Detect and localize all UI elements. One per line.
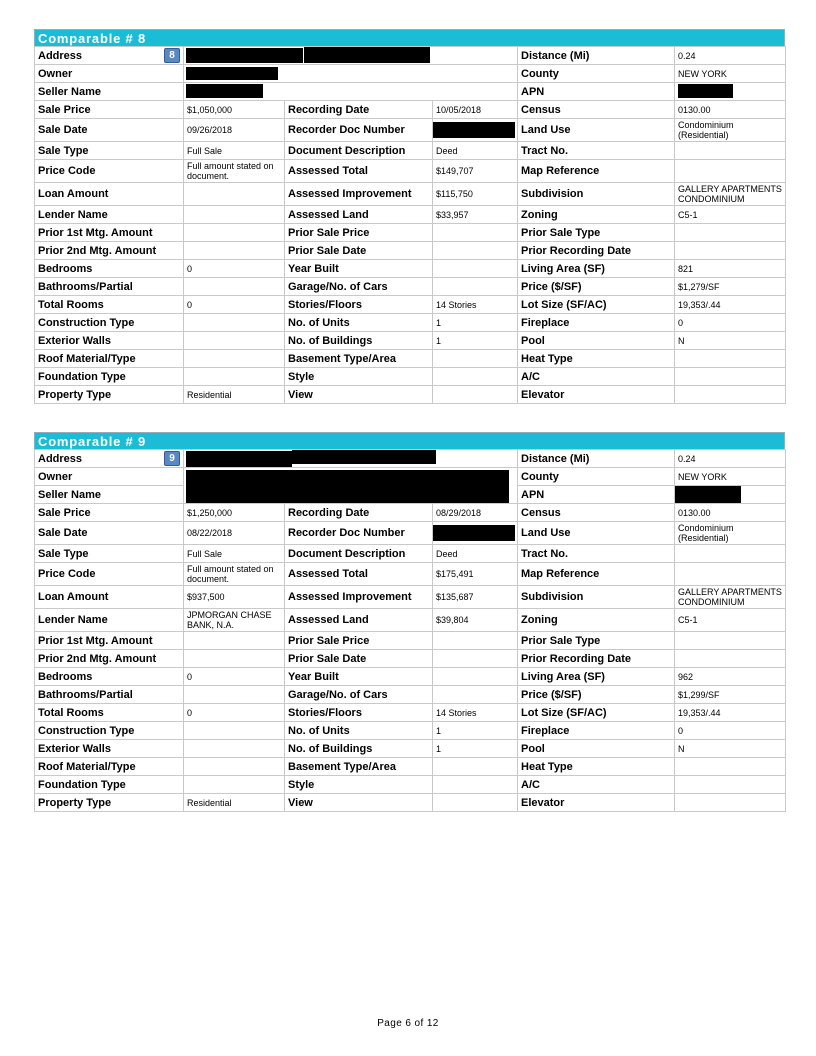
table-row	[35, 722, 786, 740]
price-sf-value: $1,299/SF	[675, 686, 786, 704]
no-of-buildings-value: 1	[433, 332, 518, 350]
assessed-improvement-label: Assessed Improvement	[285, 183, 433, 206]
map-pin-icon[interactable]: 9	[164, 451, 180, 466]
distance-label: Distance (Mi)	[518, 450, 675, 468]
owner-label: Owner	[35, 468, 184, 486]
owner-value	[184, 65, 518, 83]
recording-date-label: Recording Date	[285, 504, 433, 522]
recorder-doc-number-label: Recorder Doc Number	[285, 119, 433, 142]
prior-1st-mtg-amount-label: Prior 1st Mtg. Amount	[35, 632, 184, 650]
document-description-label: Document Description	[285, 545, 433, 563]
table-row	[35, 776, 786, 794]
prior-recording-date-value	[675, 650, 786, 668]
table-row	[35, 758, 786, 776]
living-area-sf-label: Living Area (SF)	[518, 668, 675, 686]
table-row	[35, 278, 786, 296]
distance-value: 0.24	[675, 47, 786, 65]
apn-value	[675, 83, 786, 101]
property-type-value: Residential	[184, 794, 285, 812]
price-code-value: Full amount stated on document.	[184, 160, 285, 183]
property-type-label: Property Type	[35, 794, 184, 812]
document-description-label: Document Description	[285, 142, 433, 160]
elevator-label: Elevator	[518, 794, 675, 812]
table-row	[35, 386, 786, 404]
lot-size-sf-ac-label: Lot Size (SF/AC)	[518, 704, 675, 722]
no-of-units-value: 1	[433, 314, 518, 332]
recording-date-value: 10/05/2018	[433, 101, 518, 119]
style-label: Style	[285, 368, 433, 386]
county-label: County	[518, 65, 675, 83]
redaction-block	[186, 84, 263, 98]
owner-label: Owner	[35, 65, 184, 83]
view-value	[433, 386, 518, 404]
sale-type-value: Full Sale	[184, 545, 285, 563]
subdivision-value: GALLERY APARTMENTS CONDOMINIUM	[675, 183, 786, 206]
assessed-total-label: Assessed Total	[285, 563, 433, 586]
bathrooms-partial-label: Bathrooms/Partial	[35, 686, 184, 704]
stories-floors-value: 14 Stories	[433, 704, 518, 722]
redaction-block	[675, 486, 742, 504]
subdivision-label: Subdivision	[518, 586, 675, 609]
price-code-label: Price Code	[35, 160, 184, 183]
no-of-units-label: No. of Units	[285, 722, 433, 740]
bedrooms-label: Bedrooms	[35, 260, 184, 278]
pool-value: N	[675, 332, 786, 350]
fireplace-label: Fireplace	[518, 722, 675, 740]
county-value: NEW YORK	[675, 468, 786, 486]
redaction-block	[433, 122, 516, 138]
roof-material-type-value	[184, 758, 285, 776]
sale-type-label: Sale Type	[35, 545, 184, 563]
prior-sale-price-value	[433, 632, 518, 650]
bathrooms-partial-label: Bathrooms/Partial	[35, 278, 184, 296]
basement-type-area-value	[433, 758, 518, 776]
land-use-value: Condominium (Residential)	[675, 522, 786, 545]
comparable-table	[34, 449, 786, 812]
detail-rows	[35, 504, 786, 812]
foundation-type-value	[184, 368, 285, 386]
table-row	[35, 522, 786, 545]
sale-type-value: Full Sale	[184, 142, 285, 160]
tract-no-label: Tract No.	[518, 142, 675, 160]
table-row	[35, 183, 786, 206]
loan-amount-value	[184, 183, 285, 206]
no-of-buildings-label: No. of Buildings	[285, 740, 433, 758]
county-label: County	[518, 468, 675, 486]
table-row	[35, 142, 786, 160]
lender-name-value: JPMORGAN CHASE BANK, N.A.	[184, 609, 285, 632]
table-row	[35, 260, 786, 278]
assessed-land-value: $39,804	[433, 609, 518, 632]
living-area-sf-label: Living Area (SF)	[518, 260, 675, 278]
comparable-table	[34, 46, 786, 404]
year-built-value	[433, 260, 518, 278]
fireplace-label: Fireplace	[518, 314, 675, 332]
prior-2nd-mtg-amount-label: Prior 2nd Mtg. Amount	[35, 242, 184, 260]
prior-sale-type-value	[675, 224, 786, 242]
tract-no-label: Tract No.	[518, 545, 675, 563]
assessed-land-label: Assessed Land	[285, 609, 433, 632]
prior-1st-mtg-amount-value	[184, 632, 285, 650]
price-sf-label: Price ($/SF)	[518, 686, 675, 704]
sale-type-label: Sale Type	[35, 142, 184, 160]
no-of-buildings-label: No. of Buildings	[285, 332, 433, 350]
foundation-type-label: Foundation Type	[35, 368, 184, 386]
bedrooms-label: Bedrooms	[35, 668, 184, 686]
a-c-value	[675, 368, 786, 386]
basement-type-area-label: Basement Type/Area	[285, 350, 433, 368]
sale-price-value: $1,250,000	[184, 504, 285, 522]
recorder-doc-number-label: Recorder Doc Number	[285, 522, 433, 545]
assessed-improvement-label: Assessed Improvement	[285, 586, 433, 609]
table-row	[35, 160, 786, 183]
redaction-block	[292, 450, 436, 464]
bathrooms-partial-value	[184, 278, 285, 296]
style-label: Style	[285, 776, 433, 794]
garage-no-of-cars-value	[433, 278, 518, 296]
property-type-value: Residential	[184, 386, 285, 404]
assessed-total-value: $175,491	[433, 563, 518, 586]
fireplace-value: 0	[675, 722, 786, 740]
view-label: View	[285, 794, 433, 812]
pool-value: N	[675, 740, 786, 758]
view-label: View	[285, 386, 433, 404]
prior-sale-date-value	[433, 242, 518, 260]
total-rooms-value: 0	[184, 296, 285, 314]
exterior-walls-label: Exterior Walls	[35, 740, 184, 758]
sale-price-value: $1,050,000	[184, 101, 285, 119]
prior-2nd-mtg-amount-value	[184, 650, 285, 668]
comparable-8	[34, 29, 785, 404]
prior-1st-mtg-amount-value	[184, 224, 285, 242]
living-area-sf-value: 821	[675, 260, 786, 278]
lot-size-sf-ac-value: 19,353/.44	[675, 704, 786, 722]
prior-sale-price-value	[433, 224, 518, 242]
table-row	[35, 794, 786, 812]
fireplace-value: 0	[675, 314, 786, 332]
address-label: Address 8	[35, 47, 184, 65]
foundation-type-value	[184, 776, 285, 794]
census-label: Census	[518, 504, 675, 522]
a-c-value	[675, 776, 786, 794]
a-c-label: A/C	[518, 368, 675, 386]
sale-date-value: 08/22/2018	[184, 522, 285, 545]
zoning-value: C5-1	[675, 609, 786, 632]
land-use-label: Land Use	[518, 119, 675, 142]
map-reference-value	[675, 563, 786, 586]
detail-rows	[35, 101, 786, 404]
tract-no-value	[675, 142, 786, 160]
style-value	[433, 368, 518, 386]
elevator-value	[675, 794, 786, 812]
living-area-sf-value: 962	[675, 668, 786, 686]
construction-type-value	[184, 722, 285, 740]
apn-value	[675, 486, 786, 504]
stories-floors-value: 14 Stories	[433, 296, 518, 314]
no-of-units-label: No. of Units	[285, 314, 433, 332]
table-row	[35, 332, 786, 350]
prior-2nd-mtg-amount-label: Prior 2nd Mtg. Amount	[35, 650, 184, 668]
prior-sale-date-value	[433, 650, 518, 668]
construction-type-label: Construction Type	[35, 722, 184, 740]
garage-no-of-cars-value	[433, 686, 518, 704]
roof-material-type-label: Roof Material/Type	[35, 350, 184, 368]
table-row	[35, 609, 786, 632]
seller-label: Seller Name	[35, 486, 184, 504]
table-row	[35, 586, 786, 609]
recording-date-label: Recording Date	[285, 101, 433, 119]
redaction-block	[186, 48, 303, 63]
table-row	[35, 101, 786, 119]
comparable-title: Comparable # 9	[34, 432, 785, 449]
property-type-label: Property Type	[35, 386, 184, 404]
document-description-value: Deed	[433, 142, 518, 160]
county-value: NEW YORK	[675, 65, 786, 83]
tract-no-value	[675, 545, 786, 563]
distance-label: Distance (Mi)	[518, 47, 675, 65]
owner-seller-value	[184, 468, 518, 504]
lot-size-sf-ac-value: 19,353/.44	[675, 296, 786, 314]
assessed-land-value: $33,957	[433, 206, 518, 224]
roof-material-type-value	[184, 350, 285, 368]
census-label: Census	[518, 101, 675, 119]
distance-value: 0.24	[675, 450, 786, 468]
sale-price-label: Sale Price	[35, 504, 184, 522]
prior-sale-type-value	[675, 632, 786, 650]
basement-type-area-value	[433, 350, 518, 368]
year-built-value	[433, 668, 518, 686]
prior-sale-type-label: Prior Sale Type	[518, 224, 675, 242]
exterior-walls-value	[184, 332, 285, 350]
total-rooms-label: Total Rooms	[35, 704, 184, 722]
roof-material-type-label: Roof Material/Type	[35, 758, 184, 776]
apn-label: APN	[518, 83, 675, 101]
redaction-block	[186, 470, 509, 504]
price-sf-value: $1,279/SF	[675, 278, 786, 296]
price-code-value: Full amount stated on document.	[184, 563, 285, 586]
garage-no-of-cars-label: Garage/No. of Cars	[285, 278, 433, 296]
seller-value	[184, 83, 518, 101]
lender-name-label: Lender Name	[35, 609, 184, 632]
subdivision-label: Subdivision	[518, 183, 675, 206]
prior-recording-date-label: Prior Recording Date	[518, 650, 675, 668]
basement-type-area-label: Basement Type/Area	[285, 758, 433, 776]
table-row	[35, 650, 786, 668]
heat-type-label: Heat Type	[518, 350, 675, 368]
recorder-doc-number-value	[433, 119, 518, 142]
assessed-total-value: $149,707	[433, 160, 518, 183]
land-use-value: Condominium (Residential)	[675, 119, 786, 142]
zoning-label: Zoning	[518, 206, 675, 224]
recorder-doc-number-value	[433, 522, 518, 545]
table-row	[35, 545, 786, 563]
table-row	[35, 242, 786, 260]
table-row	[35, 224, 786, 242]
table-row	[35, 314, 786, 332]
lot-size-sf-ac-label: Lot Size (SF/AC)	[518, 296, 675, 314]
assessed-total-label: Assessed Total	[285, 160, 433, 183]
table-row	[35, 632, 786, 650]
pool-label: Pool	[518, 740, 675, 758]
apn-label: APN	[518, 486, 675, 504]
table-row	[35, 350, 786, 368]
table-row	[35, 296, 786, 314]
prior-2nd-mtg-amount-value	[184, 242, 285, 260]
view-value	[433, 794, 518, 812]
assessed-land-label: Assessed Land	[285, 206, 433, 224]
loan-amount-label: Loan Amount	[35, 183, 184, 206]
heat-type-value	[675, 758, 786, 776]
construction-type-label: Construction Type	[35, 314, 184, 332]
prior-recording-date-value	[675, 242, 786, 260]
year-built-label: Year Built	[285, 668, 433, 686]
prior-recording-date-label: Prior Recording Date	[518, 242, 675, 260]
no-of-buildings-value: 1	[433, 740, 518, 758]
construction-type-value	[184, 314, 285, 332]
address-value	[184, 47, 518, 65]
seller-label: Seller Name	[35, 83, 184, 101]
prior-sale-date-label: Prior Sale Date	[285, 242, 433, 260]
exterior-walls-value	[184, 740, 285, 758]
table-row	[35, 206, 786, 224]
total-rooms-label: Total Rooms	[35, 296, 184, 314]
land-use-label: Land Use	[518, 522, 675, 545]
year-built-label: Year Built	[285, 260, 433, 278]
pool-label: Pool	[518, 332, 675, 350]
price-sf-label: Price ($/SF)	[518, 278, 675, 296]
exterior-walls-label: Exterior Walls	[35, 332, 184, 350]
redaction-block	[186, 451, 292, 468]
comparable-title: Comparable # 8	[34, 29, 785, 46]
price-code-label: Price Code	[35, 563, 184, 586]
prior-1st-mtg-amount-label: Prior 1st Mtg. Amount	[35, 224, 184, 242]
table-row	[35, 668, 786, 686]
address-value	[184, 450, 518, 468]
sale-date-label: Sale Date	[35, 119, 184, 142]
foundation-type-label: Foundation Type	[35, 776, 184, 794]
table-row	[35, 740, 786, 758]
census-value: 0130.00	[675, 504, 786, 522]
redaction-block	[186, 67, 278, 80]
total-rooms-value: 0	[184, 704, 285, 722]
recording-date-value: 08/29/2018	[433, 504, 518, 522]
bedrooms-value: 0	[184, 260, 285, 278]
assessed-improvement-value: $135,687	[433, 586, 518, 609]
table-row	[35, 563, 786, 586]
sale-date-value: 09/26/2018	[184, 119, 285, 142]
sale-date-label: Sale Date	[35, 522, 184, 545]
prior-sale-price-label: Prior Sale Price	[285, 632, 433, 650]
lender-name-label: Lender Name	[35, 206, 184, 224]
table-row	[35, 504, 786, 522]
zoning-label: Zoning	[518, 609, 675, 632]
prior-sale-price-label: Prior Sale Price	[285, 224, 433, 242]
table-row	[35, 119, 786, 142]
table-row	[35, 686, 786, 704]
lender-name-value	[184, 206, 285, 224]
no-of-units-value: 1	[433, 722, 518, 740]
style-value	[433, 776, 518, 794]
garage-no-of-cars-label: Garage/No. of Cars	[285, 686, 433, 704]
bathrooms-partial-value	[184, 686, 285, 704]
elevator-label: Elevator	[518, 386, 675, 404]
bedrooms-value: 0	[184, 668, 285, 686]
stories-floors-label: Stories/Floors	[285, 704, 433, 722]
prior-sale-type-label: Prior Sale Type	[518, 632, 675, 650]
prior-sale-date-label: Prior Sale Date	[285, 650, 433, 668]
address-label: Address 9	[35, 450, 184, 468]
assessed-improvement-value: $115,750	[433, 183, 518, 206]
stories-floors-label: Stories/Floors	[285, 296, 433, 314]
elevator-value	[675, 386, 786, 404]
heat-type-value	[675, 350, 786, 368]
loan-amount-label: Loan Amount	[35, 586, 184, 609]
redaction-block	[678, 84, 733, 98]
subdivision-value: GALLERY APARTMENTS CONDOMINIUM	[675, 586, 786, 609]
zoning-value: C5-1	[675, 206, 786, 224]
comparable-9	[34, 432, 785, 812]
map-pin-icon[interactable]: 8	[164, 48, 180, 63]
heat-type-label: Heat Type	[518, 758, 675, 776]
map-reference-label: Map Reference	[518, 160, 675, 183]
map-reference-value	[675, 160, 786, 183]
a-c-label: A/C	[518, 776, 675, 794]
document-description-value: Deed	[433, 545, 518, 563]
census-value: 0130.00	[675, 101, 786, 119]
map-reference-label: Map Reference	[518, 563, 675, 586]
redaction-block	[304, 47, 430, 63]
page-number: Page 6 of 12	[377, 1018, 439, 1029]
table-row	[35, 704, 786, 722]
sale-price-label: Sale Price	[35, 101, 184, 119]
loan-amount-value: $937,500	[184, 586, 285, 609]
table-row	[35, 368, 786, 386]
redaction-block	[433, 525, 516, 541]
